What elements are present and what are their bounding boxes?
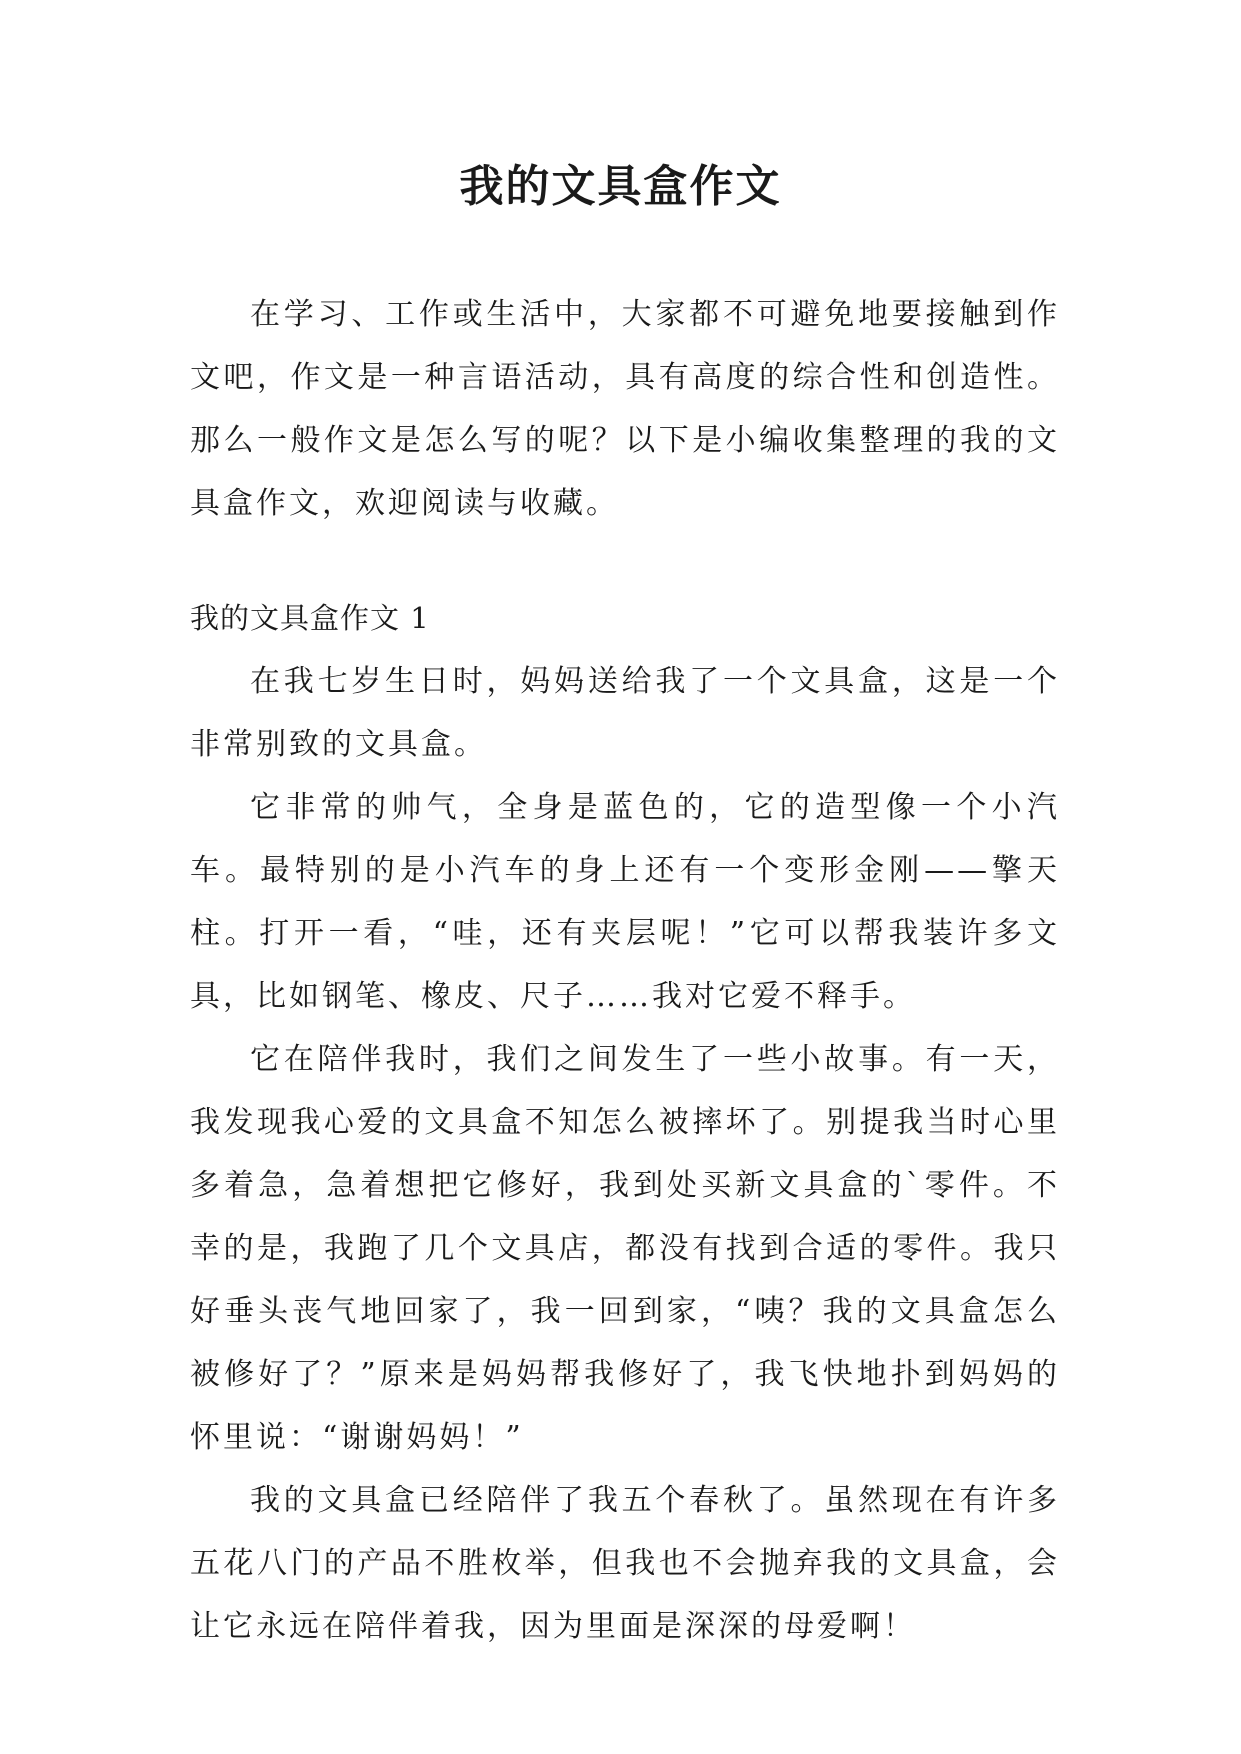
document-title: 我的文具盒作文 xyxy=(459,161,782,212)
document-body xyxy=(190,283,1060,1658)
body-paragraph-4: 我的文具盒已经陪伴了我五个春秋了。虽然现在有许多五花八门的产品不胜枚举，但我也不会抛弃我的文具盒，会让它永远在陪伴着我，因为里面是深深的母爱啊！ xyxy=(190,1483,1060,1644)
body-paragraph-1: 在我七岁生日时，妈妈送给我了一个文具盒，这是一个非常别致的文具盒。 xyxy=(190,664,1060,762)
body-paragraph-2: 它非常的帅气，全身是蓝色的，它的造型像一个小汽车。最特别的是小汽车的身上还有一个变形金刚——擎天柱。打开一看，“哇，还有夹层呢！”它可以帮我装许多文具，比如钢笔、橡皮、尺子……我对它爱不释手。 xyxy=(190,790,1060,1014)
intro-paragraph: 在学习、工作或生活中，大家都不可避免地要接触到作文吧，作文是一种言语活动，具有高度的综合性和创造性。那么一般作文是怎么写的呢？以下是小编收集整理的我的文具盒作文，欢迎阅读与收藏。 xyxy=(190,297,1060,521)
section-heading: 我的文具盒作文 1 xyxy=(190,601,430,635)
body-paragraph-3: 它在陪伴我时，我们之间发生了一些小故事。有一天，我发现我心爱的文具盒不知怎么被摔坏了。别提我当时心里多着急，急着想把它修好，我到处买新文具盒的`零件。不幸的是，我跑了几个文具店，都没有找到合适的零件。我只好垂头丧气地回家了，我一回到家，“咦？我的文具盒怎么被修好了？”原来是妈妈帮我修好了，我飞快地扑到妈妈的怀里说：“谢谢妈妈！” xyxy=(190,1042,1060,1455)
